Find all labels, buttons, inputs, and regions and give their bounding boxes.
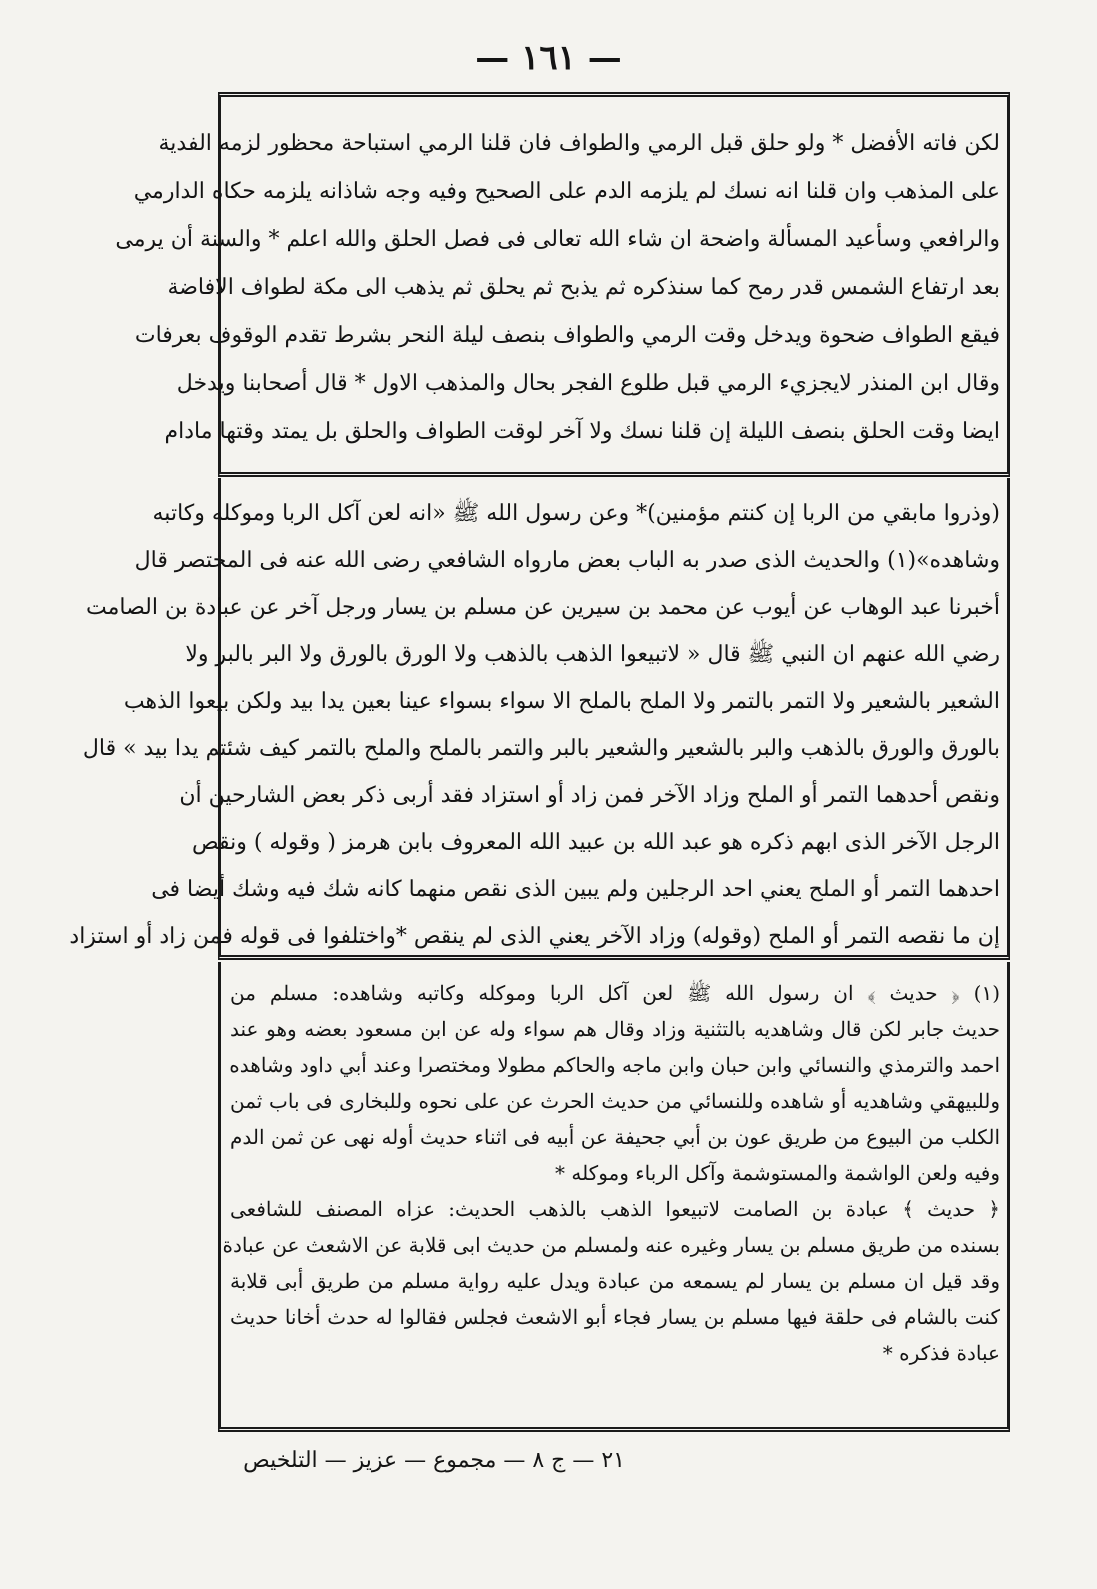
footnote-block [222,975,1000,1371]
quoted-text-line: وشاهده»(١) والحديث الذى صدر به الباب بعض مارواه الشافعي رضى الله عنه فى المختصر قال [134,548,1000,573]
footnote-line: احمد والترمذي والنسائي وابن حبان وابن ماجه والحاكم مطولا ومختصرا وعند أبي داود وشاهده [229,1053,1000,1077]
footnote-line: حديث جابر لكن قال وشاهديه بالتثنية وزاد وقال هم سواء وله عن ابن مسعود بعضه وهو عند [230,1017,1000,1041]
quoted-text-line: الرجل الآخر الذى ابهم ذكره هو عبد الله بن عبيد الله المعروف بابن هرمز ( وقوله ) ونقص [192,830,1000,855]
main-text-line: وقال ابن المنذر لايجزيء الرمي قبل طلوع الفجر بحال والمذهب الاول * قال أصحابنا ويدخل [176,371,1000,396]
quoted-text-block [69,490,1000,960]
main-text-line: والرافعي وسأعيد المسألة واضحة ان شاء الله تعالى فى فصل الحلق والله اعلم * والسنة أن يرمى [115,227,1000,252]
footnote-line: كنت بالشام فى حلقة فيها مسلم بن يسار فجاء أبو الاشعث فجلس فقالوا له حدث أخانا حديث [230,1305,1000,1329]
main-text-line: لكن فاته الأفضل * ولو حلق قبل الرمي والطواف فان قلنا الرمي استباحة محظور لزمه الفدية [158,131,1000,156]
quoted-text-line: رضي الله عنهم ان النبي ﷺ قال « لاتبيعوا الذهب بالذهب ولا الورق بالورق ولا البر بالبر ولا [185,642,1000,667]
quoted-text-line: (وذروا مابقي من الربا إن كنتم مؤمنين)* وعن رسول الله ﷺ «انه لعن آكل الربا وموكله وكاتبه [152,501,1000,526]
quoted-text-line: احدهما التمر أو الملح يعني احد الرجلين ولم يبين الذى نقص منهما كانه شك فيه وشك أيضا فى [151,877,1000,902]
quoted-text-line: بالورق والورق بالذهب والبر بالشعير والشعير بالبر والتمر بالملح والملح بالتمر كيف شئتم يدا بيد » قال [82,736,1000,761]
main-text-block [115,120,1000,456]
footnote-line: عبادة فذكره * [882,1341,1000,1365]
footnote-line: بسنده من طريق مسلم بن يسار وغيره عنه ولمسلم من حديث ابى قلابة عن الاشعث عن عبادة [222,1233,1000,1257]
main-text-line: على المذهب وان قلنا انه نسك لم يلزمه الدم على الصحيح وفيه وجه شاذانه يلزمه حكاه الدارمي [133,179,1000,204]
footnote-line: (١) ﴿ حديث ﴾ ان رسول الله ﷺ لعن آكل الربا وموكله وكاتبه وشاهده: مسلم من [230,981,1000,1005]
footnote-line: وقد قيل ان مسلم بن يسار لم يسمعه من عبادة ويدل عليه رواية مسلم من طريق أبى قلابة [230,1269,1000,1293]
page-number: — ١٦١ — [475,38,622,78]
quoted-text-line: أخبرنا عبد الوهاب عن أيوب عن محمد بن سيرين عن مسلم بن يسار ورجل آخر عن عبادة بن الصامت [86,595,1000,620]
main-text-line: بعد ارتفاع الشمس قدر رمح كما سنذكره ثم يذبح ثم يحلق ثم يذهب الى مكة لطواف الافاضة [167,275,1000,300]
footnote-line: وفيه ولعن الواشمة والمستوشمة وآكل الرباء وموكله * [554,1161,1000,1185]
quoted-text-line: الشعير بالشعير ولا التمر بالتمر ولا الملح بالملح الا سواء بسواء عينا بعين يدا بيد ولكن بيعوا الذهب [123,689,1000,714]
footnote-line: وللبيهقي وشاهديه أو شاهده وللنسائي من حديث الحرث عن على نحوه وللبخارى فى باب ثمن [230,1089,1000,1113]
footnote-line: الكلب من البيوع من طريق عون بن أبي جحيفة عن أبيه فى اثناء حديث أوله نهى عن ثمن الدم [230,1125,1000,1149]
main-text-line: فيقع الطواف ضحوة ويدخل وقت الرمي والطواف بنصف ليلة النحر بشرط تقدم الوقوف بعرفات [134,323,1000,348]
quoted-text-line: ونقص أحدهما التمر أو الملح وزاد الآخر فمن زاد أو استزاد فقد أربى ذكر بعض الشارحين أن [179,783,1000,808]
quoted-text-line: إن ما نقصه التمر أو الملح (وقوله) وزاد الآخر يعني الذى لم ينقص *واختلفوا فى قوله فمن زاد أو استزاد [69,924,1000,949]
main-text-line: ايضا وقت الحلق بنصف الليلة إن قلنا نسك ولا آخر لوقت الطواف والحلق بل يمتد وقتها مادام [164,419,1000,444]
footnote-line: ﴿ حديث ﴾ عبادة بن الصامت لاتبيعوا الذهب بالذهب الحديث: عزاه المصنف للشافعى [230,1197,1000,1221]
printer-signature: ٢١ — ج ٨ — مجموع — عزيز — التلخيص [243,1448,625,1473]
